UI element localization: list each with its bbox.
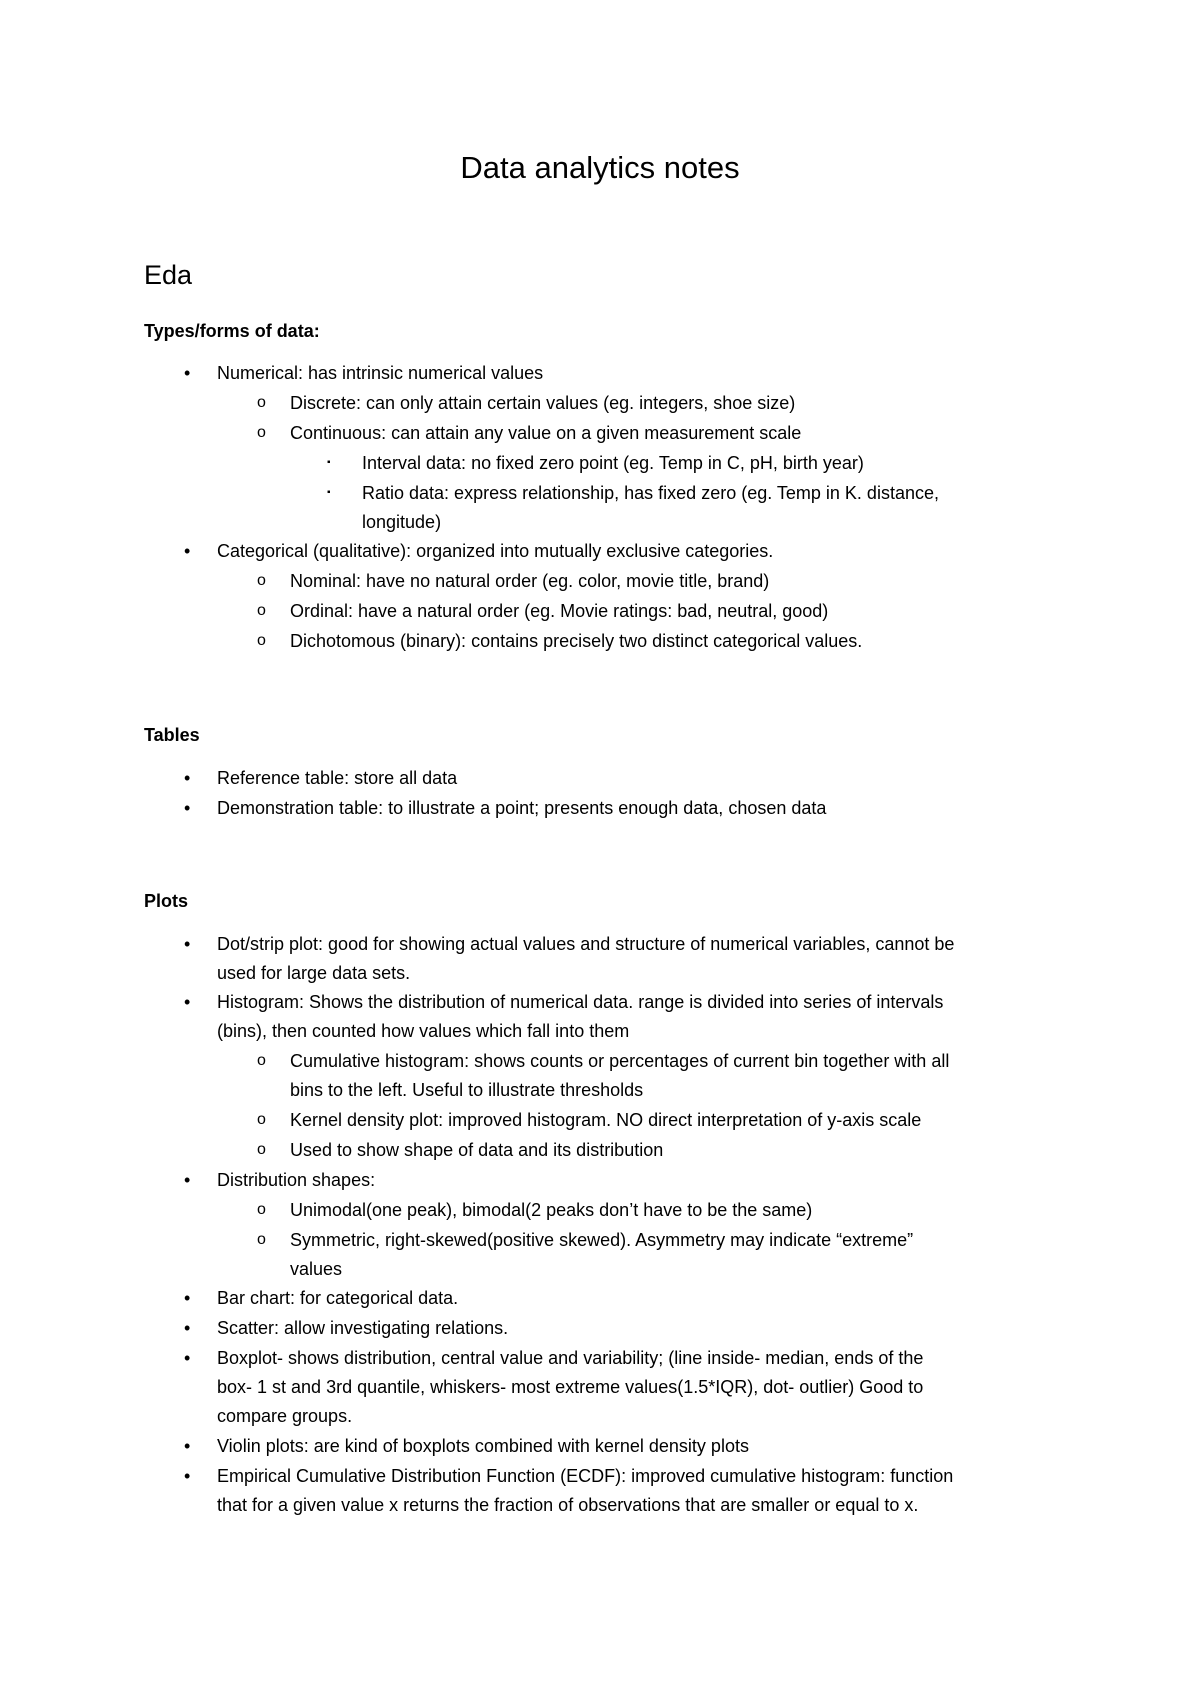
sub-bullet-marker: o: [257, 572, 266, 589]
bullet-marker: •: [184, 934, 191, 954]
list-item: Reference table: store all data: [217, 768, 458, 788]
sub-bullet-marker: o: [257, 1111, 266, 1128]
list-item: Numerical: has intrinsic numerical values: [217, 363, 544, 383]
bullet-marker: •: [184, 1170, 191, 1190]
types-heading: Types/forms of data:: [144, 321, 320, 341]
list-item-continuation: longitude): [362, 512, 442, 532]
sub-bullet-marker: o: [257, 1231, 266, 1248]
list-item: Nominal: have no natural order (eg. color, movie title, brand): [290, 571, 770, 591]
list-item: Kernel density plot: improved histogram. NO direct interpretation of y-axis scale: [290, 1110, 922, 1130]
list-item: Dot/strip plot: good for showing actual values and structure of numerical variables, cannot be: [217, 934, 955, 954]
square-bullet-marker: ▪: [327, 457, 331, 468]
list-item-continuation: bins to the left. Useful to illustrate thresholds: [290, 1080, 644, 1100]
bullet-marker: •: [184, 768, 191, 788]
list-item-continuation: (bins), then counted how values which fall into them: [217, 1021, 630, 1041]
tables-heading: Tables: [144, 725, 200, 745]
list-item-continuation: values: [290, 1259, 343, 1279]
bullet-marker: •: [184, 363, 191, 383]
bullet-marker: •: [184, 541, 191, 561]
list-item: Ordinal: have a natural order (eg. Movie ratings: bad, neutral, good): [290, 601, 829, 621]
list-item-continuation: box- 1 st and 3rd quantile, whiskers- most extreme values(1.5*IQR), dot- outlier) Good to: [217, 1377, 924, 1397]
sub-bullet-marker: o: [257, 1201, 266, 1218]
list-item: Ratio data: express relationship, has fixed zero (eg. Temp in K. distance,: [362, 483, 939, 503]
bullet-marker: •: [184, 1318, 191, 1338]
section-heading-eda: Eda: [144, 260, 193, 290]
bullet-marker: •: [184, 798, 191, 818]
list-item: Categorical (qualitative): organized into mutually exclusive categories.: [217, 541, 774, 561]
list-item: Discrete: can only attain certain values (eg. integers, shoe size): [290, 393, 796, 413]
sub-bullet-marker: o: [257, 1052, 266, 1069]
sub-bullet-marker: o: [257, 632, 266, 649]
sub-bullet-marker: o: [257, 394, 266, 411]
sub-bullet-marker: o: [257, 602, 266, 619]
list-item: Interval data: no fixed zero point (eg. Temp in C, pH, birth year): [362, 453, 864, 473]
list-item: Symmetric, right-skewed(positive skewed). Asymmetry may indicate “extreme”: [290, 1230, 914, 1250]
list-item: Boxplot- shows distribution, central value and variability; (line inside- median, ends of the: [217, 1348, 924, 1368]
list-item: Used to show shape of data and its distribution: [290, 1140, 664, 1160]
list-item: Empirical Cumulative Distribution Function (ECDF): improved cumulative histogram: function: [217, 1466, 954, 1486]
list-item: Bar chart: for categorical data.: [217, 1288, 459, 1308]
page-title: Data analytics notes: [460, 150, 740, 185]
plots-heading: Plots: [144, 891, 189, 911]
square-bullet-marker: ▪: [327, 487, 331, 498]
list-item-continuation: that for a given value x returns the fraction of observations that are smaller or equal to x.: [217, 1495, 919, 1515]
bullet-marker: •: [184, 1466, 191, 1486]
list-item: Distribution shapes:: [217, 1170, 376, 1190]
list-item: Violin plots: are kind of boxplots combined with kernel density plots: [217, 1436, 749, 1456]
list-item: Dichotomous (binary): contains precisely two distinct categorical values.: [290, 631, 863, 651]
list-item: Demonstration table: to illustrate a point; presents enough data, chosen data: [217, 798, 827, 818]
sub-bullet-marker: o: [257, 424, 266, 441]
list-item: Unimodal(one peak), bimodal(2 peaks don’t have to be the same): [290, 1200, 813, 1220]
list-item-continuation: compare groups.: [217, 1406, 353, 1426]
bullet-marker: •: [184, 1348, 191, 1368]
list-item: Continuous: can attain any value on a given measurement scale: [290, 423, 802, 443]
bullet-marker: •: [184, 1436, 191, 1456]
bullet-marker: •: [184, 1288, 191, 1308]
list-item: Cumulative histogram: shows counts or percentages of current bin together with all: [290, 1051, 950, 1071]
list-item-continuation: used for large data sets.: [217, 963, 411, 983]
list-item: Scatter: allow investigating relations.: [217, 1318, 509, 1338]
list-item: Histogram: Shows the distribution of numerical data. range is divided into series of intervals: [217, 992, 944, 1012]
sub-bullet-marker: o: [257, 1141, 266, 1158]
bullet-marker: •: [184, 992, 191, 1012]
